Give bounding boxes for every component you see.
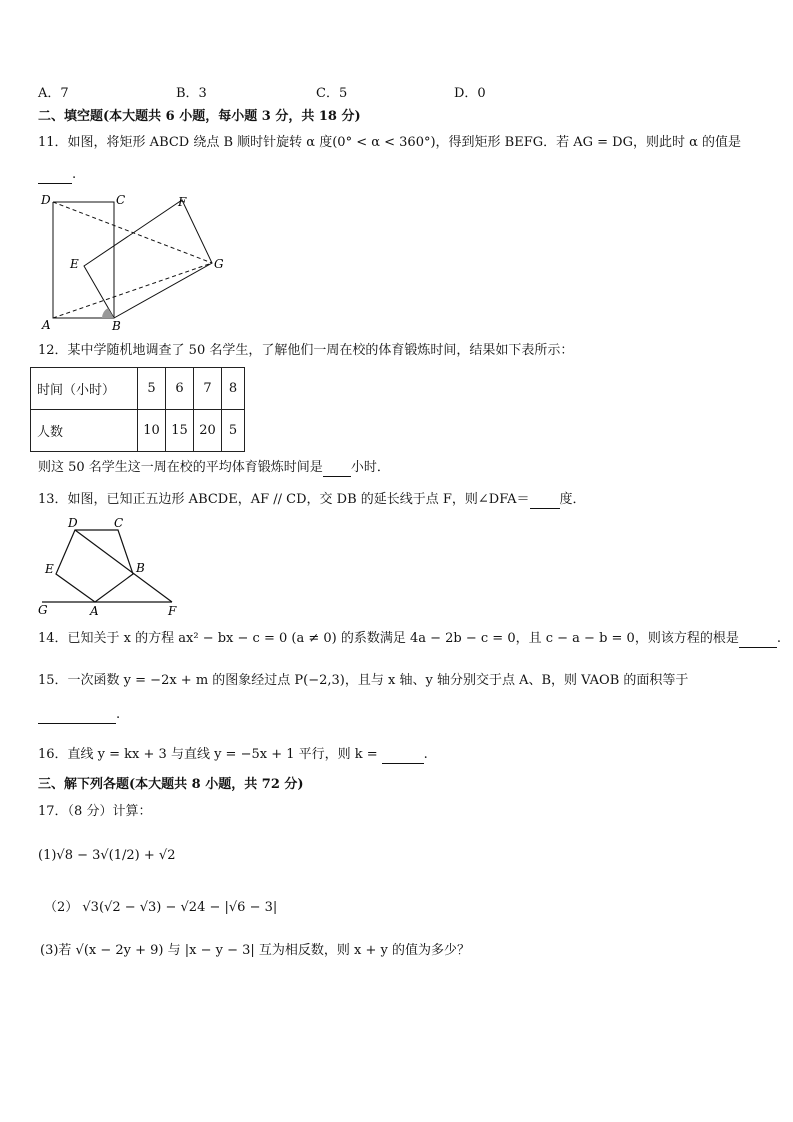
q17-part3: (3)若 √(x − 2y + 9) 与 |x − y − 3| 互为相反数，则 x + y 的值为多少？ — [40, 943, 471, 958]
label-c: C — [116, 193, 126, 207]
q14-text-a: 14．已知关于 x 的方程 ax² − bx − c = 0 (a ≠ 0) 的系数满足 4a − 2b − c = 0，且 c − a − b = 0，则该方程的根是 — [38, 631, 739, 646]
answer-blank — [382, 749, 424, 764]
option-a: A．7 — [38, 86, 69, 101]
q15-tail: . — [116, 707, 121, 722]
q12-table — [30, 367, 245, 452]
q13-text — [38, 491, 586, 509]
table-row — [31, 410, 245, 452]
q11-text: 11．如图，将矩形 ABCD 绕点 B 顺时针旋转 α 度(0° < α < 360°)，得到矩形 BEFG．若 AG = DG，则此时 α 的值是 — [38, 135, 742, 150]
label-f: F — [168, 604, 177, 618]
q15-answer-line — [38, 706, 120, 724]
table-cell: 5 — [138, 368, 166, 410]
q12-text: 12．某中学随机地调查了 50 名学生，了解他们一周在校的体育锻炼时间，结果如下表所示： — [38, 343, 574, 358]
table-cell: 15 — [166, 410, 194, 452]
q11-figure — [38, 192, 238, 334]
q17-header: 17．（8 分）计算： — [38, 804, 152, 819]
label-a: A — [90, 604, 99, 618]
label-f: F — [178, 195, 187, 209]
option-d: D．0 — [454, 86, 486, 101]
table-cell: 10 — [138, 410, 166, 452]
q12-after-a: 则这 50 名学生这一周在校的平均体育锻炼时间是 — [38, 460, 323, 475]
label-g: G — [214, 257, 224, 271]
q14-text-b: . — [776, 631, 781, 646]
label-g: G — [38, 603, 48, 617]
dashed-ag — [53, 263, 212, 318]
section2-title: 二、填空题(本大题共 6 小题，每小题 3 分，共 18 分) — [38, 109, 361, 124]
label-d: D — [41, 193, 51, 207]
q16-text-b: . — [423, 747, 428, 762]
q13-text-b: 度． — [559, 492, 586, 507]
option-c: C．5 — [316, 86, 348, 101]
table-cell: 5 — [222, 410, 245, 452]
table-row — [31, 368, 245, 410]
rect-befg — [84, 200, 212, 318]
q12-after-b: 小时． — [350, 460, 390, 475]
q16-text — [38, 746, 428, 764]
label-a: A — [42, 318, 51, 332]
label-b: B — [136, 561, 145, 575]
table-cell: 8 — [222, 368, 245, 410]
q13-text-a: 13．如图，已知正五边形 ABCDE，AF // CD，交 DB 的延长线于点 F，则∠DFA＝ — [38, 492, 530, 507]
label-c: C — [114, 516, 124, 530]
q12-after — [38, 459, 390, 477]
answer-blank — [38, 169, 72, 184]
table-cell: 6 — [166, 368, 194, 410]
pentagon-abcde — [56, 530, 133, 602]
q17-part2: （2） √3(√2 − √3) − √24 − |√6 − 3| — [44, 900, 278, 915]
dashed-dg — [53, 202, 212, 263]
table-header-time: 时间（小时） — [31, 368, 138, 410]
q14-text — [38, 630, 781, 648]
label-e: E — [45, 562, 54, 576]
q16-text-a: 16．直线 y = kx + 3 与直线 y = −5x + 1 平行，则 k = — [38, 747, 378, 762]
table-cell: 20 — [194, 410, 222, 452]
angle-mark — [102, 308, 114, 318]
q15-text: 15．一次函数 y = −2x + m 的图象经过点 P(−2,3)，且与 x 轴、y 轴分别交于点 A、B，则 VAOB 的面积等于 — [38, 673, 689, 688]
label-d: D — [68, 516, 78, 530]
answer-blank — [38, 709, 116, 724]
q17-part1: (1)√8 − 3√(1/2) + √2 — [38, 848, 176, 863]
option-b: B．3 — [176, 86, 207, 101]
label-e: E — [70, 257, 79, 271]
table-cell: 7 — [194, 368, 222, 410]
rect-abcd — [53, 202, 114, 318]
answer-blank — [530, 494, 560, 509]
answer-blank — [739, 633, 777, 648]
line-df — [75, 530, 172, 602]
q13-figure — [34, 512, 194, 618]
q11-tail: . — [72, 167, 77, 182]
q11-answer-line — [38, 166, 76, 184]
answer-blank — [323, 462, 351, 477]
section3-title: 三、解下列各题(本大题共 8 小题，共 72 分) — [38, 777, 304, 792]
table-header-count: 人数 — [31, 410, 138, 452]
label-b: B — [112, 319, 121, 333]
